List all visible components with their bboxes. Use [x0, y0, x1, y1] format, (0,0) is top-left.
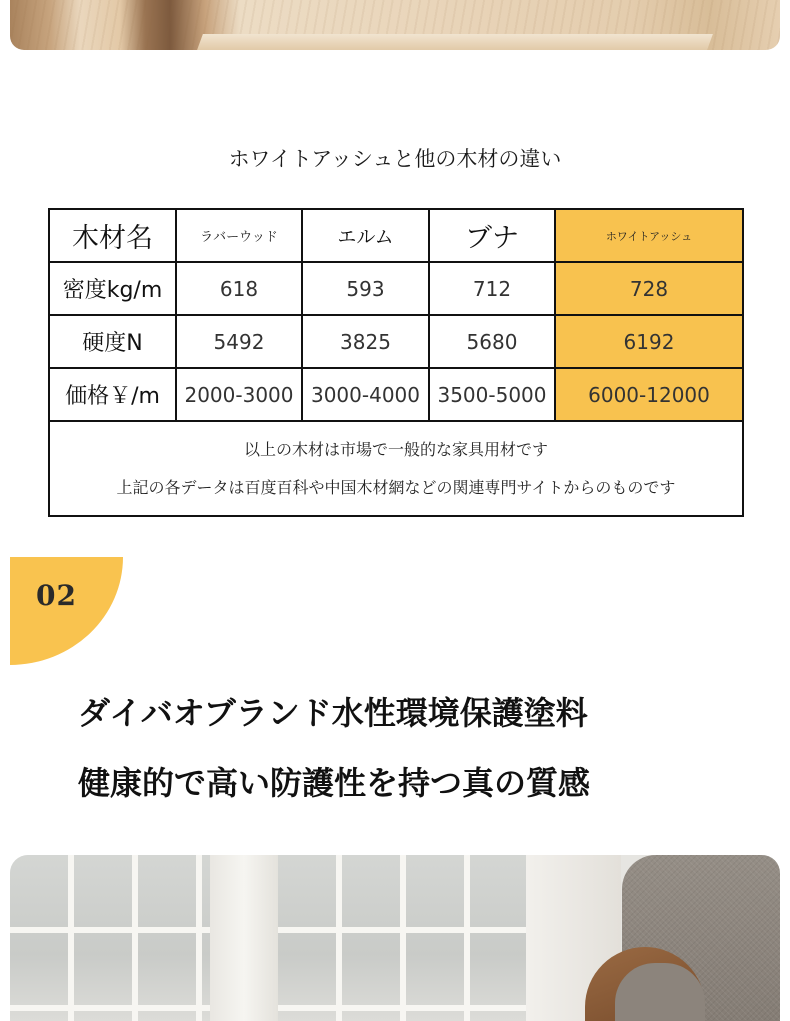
wall-pillar [210, 855, 278, 1021]
table-cell-highlight: 728 [555, 262, 743, 315]
header-cell-beech: ブナ [429, 209, 555, 262]
table-cell: 618 [176, 262, 302, 315]
headline-line-1: ダイバオブランド水性環境保護塗料 [78, 694, 588, 732]
header-cell-wood-name: 木材名 [49, 209, 176, 262]
section-number: 02 [36, 579, 77, 612]
table-cell: 593 [302, 262, 429, 315]
header-cell-white-ash: ホワイトアッシュ [555, 209, 743, 262]
table-cell: 3825 [302, 315, 429, 368]
row-label-density: 密度kg/m [49, 262, 176, 315]
row-label-hardness: 硬度N [49, 315, 176, 368]
table-cell: 5680 [429, 315, 555, 368]
note-line-2: 上記の各データは百度百科や中国木材網などの関連専門サイトからのものです [116, 477, 676, 497]
section-number-badge [10, 557, 123, 665]
headline-line-2: 健康的で高い防護性を持つ真の質感 [78, 764, 591, 802]
table-cell: 712 [429, 262, 555, 315]
table-row-price [49, 368, 743, 421]
wood-comparison-table [48, 208, 744, 517]
wood-photo [10, 0, 780, 50]
table-notes-cell [49, 421, 743, 516]
note-line-1: 以上の木材は市場で一般的な家具用材です [243, 439, 548, 459]
window-pane [278, 855, 526, 1021]
wood-block-edge [197, 34, 713, 50]
header-cell-rubberwood: ラバーウッド [176, 209, 302, 262]
room-photo [10, 855, 780, 1021]
row-label-price: 価格￥/m [49, 368, 176, 421]
table-cell-highlight: 6000-12000 [555, 368, 743, 421]
table-cell-highlight: 6192 [555, 315, 743, 368]
table-cell: 2000-3000 [176, 368, 302, 421]
window-pane [10, 855, 210, 1021]
table-notes-row [49, 421, 743, 516]
table-row-density [49, 262, 743, 315]
header-cell-elm: エルム [302, 209, 429, 262]
table-cell: 5492 [176, 315, 302, 368]
table-header-row [49, 209, 743, 262]
table-cell: 3000-4000 [302, 368, 429, 421]
comparison-title: ホワイトアッシュと他の木材の違い [228, 147, 562, 171]
table-cell: 3500-5000 [429, 368, 555, 421]
table-row-hardness [49, 315, 743, 368]
